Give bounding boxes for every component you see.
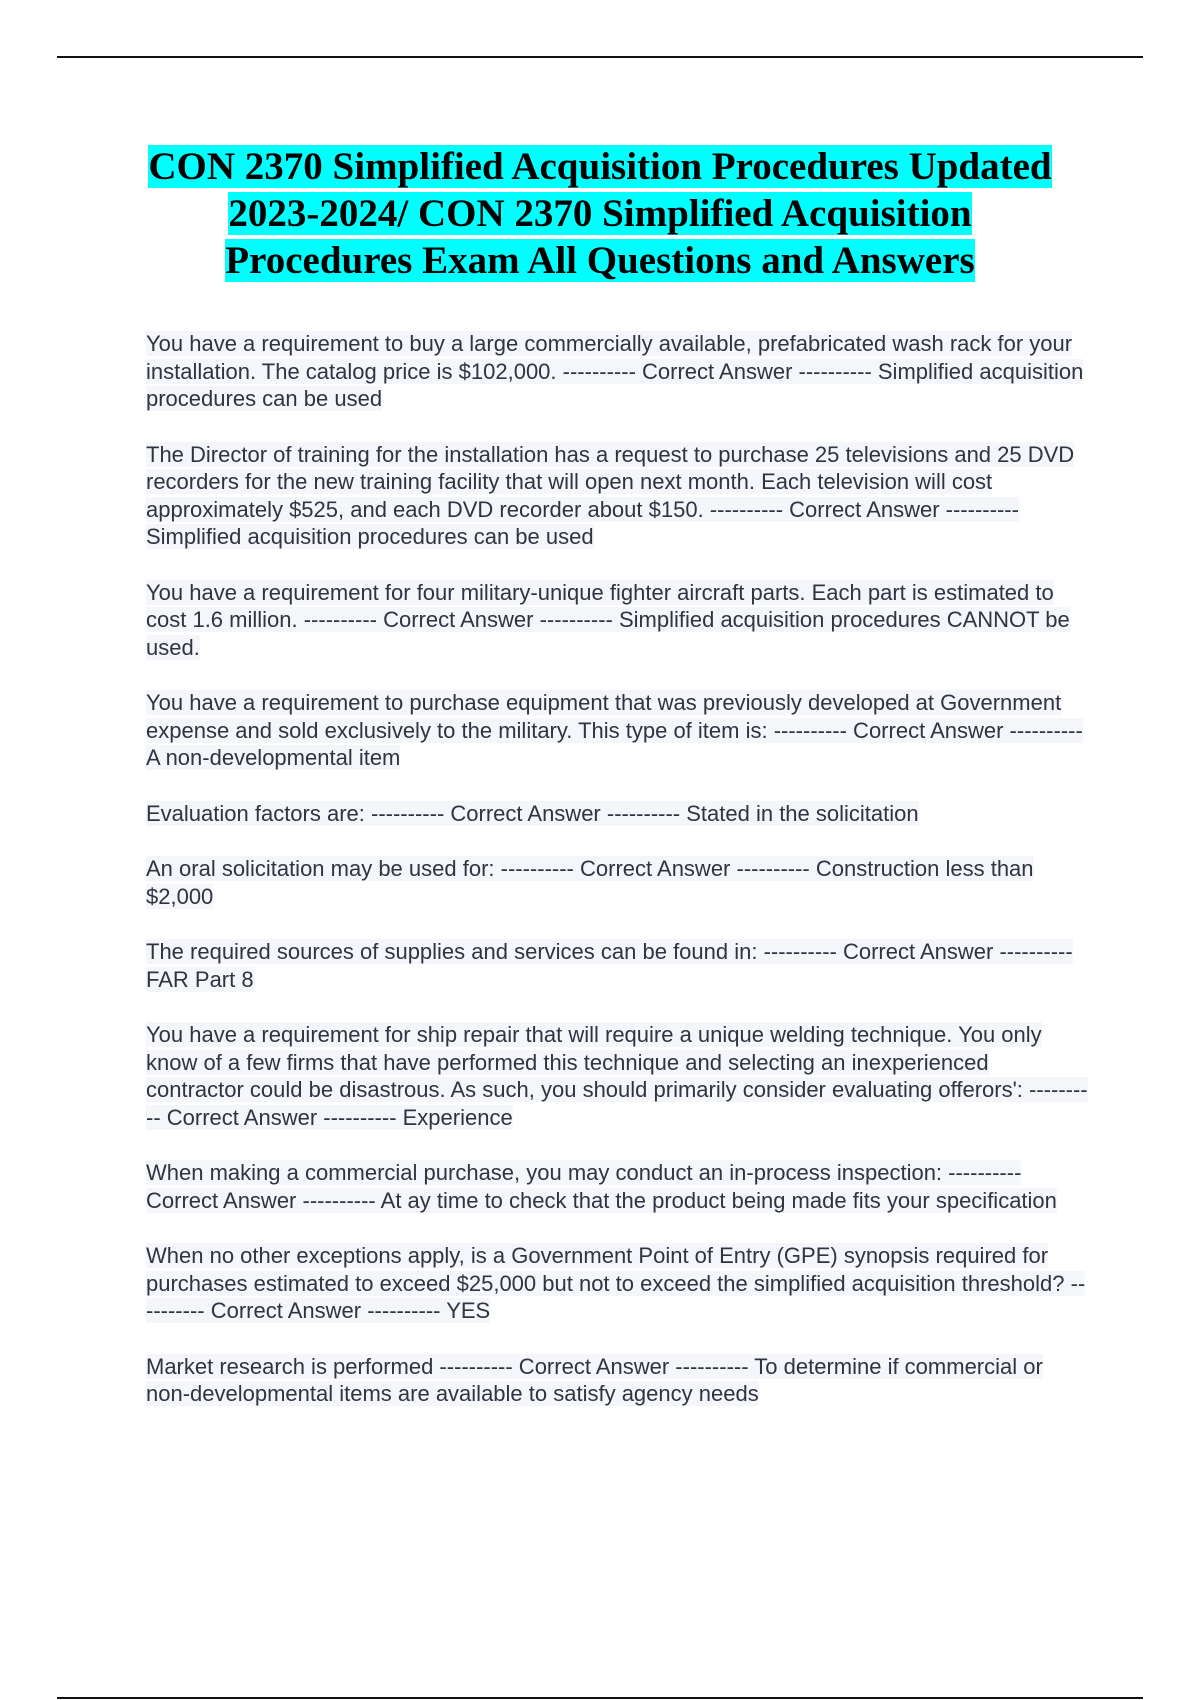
question-answer-list xyxy=(146,330,1091,1436)
qa-text: Evaluation factors are: ---------- Correct Answer ---------- Stated in the solicitation xyxy=(146,800,919,826)
bottom-rule xyxy=(57,1697,1143,1699)
qa-text: The required sources of supplies and services can be found in: ---------- Correct Answer ---------- FAR Part 8 xyxy=(146,939,1073,992)
qa-text: You have a requirement for four military-unique fighter aircraft parts. Each part is estimated to cost 1.6 million. ---------- Correct Answer ---------- Simplified acquisition procedures CANNOT be used. xyxy=(146,579,1070,660)
qa-item xyxy=(146,800,1091,828)
qa-item xyxy=(146,855,1091,910)
title-line-2: 2023-2024/ CON 2370 Simplified Acquisition xyxy=(228,192,972,235)
qa-item xyxy=(146,1353,1091,1408)
qa-text: You have a requirement to purchase equipment that was previously developed at Government expense and sold exclusively to the military. This type of item is: ---------- Correct Answer ---------- A non-developmental item xyxy=(146,690,1083,770)
qa-item xyxy=(146,1242,1091,1325)
qa-text: You have a requirement for ship repair that will require a unique welding technique. You only know of a few firms that have performed this technique and selecting an inexperienced contractor could be disastrous. As such, you should primarily consider evaluating offerors': ---------- Correct Answer ---------- Experience xyxy=(146,1022,1088,1130)
qa-item xyxy=(146,1159,1091,1214)
title-line-1: CON 2370 Simplified Acquisition Procedures Updated xyxy=(148,145,1052,188)
document-title xyxy=(100,143,1100,284)
qa-item xyxy=(146,579,1091,662)
qa-item xyxy=(146,689,1091,772)
qa-item xyxy=(146,1021,1091,1131)
qa-text: When making a commercial purchase, you may conduct an in-process inspection: ---------- Correct Answer ---------- At ay time to check that the product being made fits your specification xyxy=(146,1160,1057,1213)
qa-item xyxy=(146,938,1091,993)
qa-text: The Director of training for the installation has a request to purchase 25 televisions and 25 DVD recorders for the new training facility that will open next month. Each television will cost approximately $525, and each DVD recorder about $150. ---------- Correct Answer ---------- Simplified acquisition procedures can be used xyxy=(146,441,1075,549)
qa-item xyxy=(146,330,1091,413)
qa-text: You have a requirement to buy a large commercially available, prefabricated wash rack for your installation. The catalog price is $102,000. ---------- Correct Answer ---------- Simplified acquisition procedures can be used xyxy=(146,331,1084,411)
qa-text: An oral solicitation may be used for: ---------- Correct Answer ---------- Construction less than $2,000 xyxy=(146,856,1034,909)
qa-text: When no other exceptions apply, is a Government Point of Entry (GPE) synopsis required for purchases estimated to exceed $25,000 but not to exceed the simplified acquisition threshold? ---------- Correct Answer ---------- YES xyxy=(146,1243,1086,1323)
qa-text: Market research is performed ---------- Correct Answer ---------- To determine if commercial or non-developmental items are available to satisfy agency needs xyxy=(146,1353,1043,1406)
qa-item xyxy=(146,441,1091,551)
title-line-3: Procedures Exam All Questions and Answers xyxy=(225,239,975,282)
top-rule xyxy=(57,56,1143,58)
